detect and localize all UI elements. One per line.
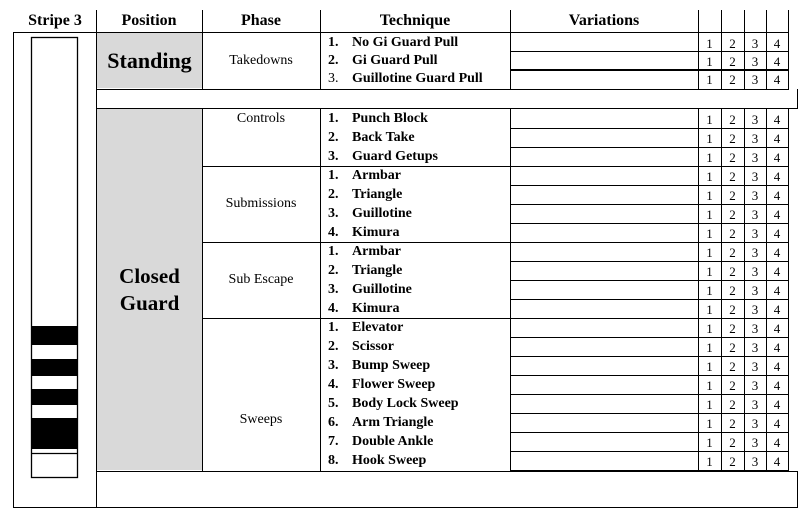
technique-number: 3. [328,282,339,297]
technique-number: 4. [328,301,339,316]
grid-line-v [721,109,722,471]
grid-line-h [510,432,789,433]
variation-count-1[interactable]: 1 [706,53,713,69]
variation-count-1[interactable]: 1 [706,320,713,336]
grid-line-h [96,89,789,90]
technique-number: 3. [328,71,339,86]
technique-name: Back Take [352,130,415,145]
technique-number: 5. [328,396,339,411]
grid-line-v [766,33,767,89]
technique-name: Triangle [352,187,403,202]
variation-count-4[interactable]: 4 [773,358,781,374]
belt-stripe-3 [31,418,78,449]
variation-count-3[interactable]: 3 [751,71,759,87]
variation-count-1[interactable]: 1 [706,339,713,355]
technique-name: Double Ankle [352,434,434,449]
grid-line-h [510,413,789,414]
technique-name: Flower Sweep [352,377,436,392]
variation-count-2[interactable]: 2 [729,149,736,165]
variation-count-2[interactable]: 2 [729,282,736,298]
grid-line-v [320,10,321,33]
grid-line-h [96,108,798,109]
grid-line-v [721,10,722,33]
variation-count-4[interactable]: 4 [773,453,781,469]
variation-count-2[interactable]: 2 [729,53,736,69]
grid-line-v [320,33,321,89]
variation-count-2[interactable]: 2 [729,415,736,431]
grid-line-h [510,394,789,395]
phase-sub-escape: Sub Escape [228,271,294,287]
belt-bar-black [31,326,78,345]
grid-line-v [744,33,745,89]
variation-count-4[interactable]: 4 [773,434,781,450]
variation-count-3[interactable]: 3 [751,301,759,317]
grid-line-h [510,261,789,262]
grid-line-h [510,318,789,319]
variation-count-3[interactable]: 3 [751,415,759,431]
technique-number: 2. [328,130,339,145]
grid-line-v [766,109,767,471]
variation-count-3[interactable]: 3 [751,339,759,355]
grid-line-v [744,10,745,33]
grid-line-h [202,242,510,243]
variation-count-2[interactable]: 2 [729,35,736,51]
variation-count-4[interactable]: 4 [773,263,781,279]
technique-number: 3. [328,358,339,373]
technique-name: Kimura [352,301,400,316]
grid-line-v [202,33,203,89]
grid-line-h [510,147,789,148]
variation-count-3[interactable]: 3 [751,225,759,241]
variation-count-2[interactable]: 2 [729,71,736,87]
technique-number: 2. [328,187,339,202]
variation-count-3[interactable]: 3 [751,434,759,450]
grid-line-h [510,451,789,452]
grid-line-h [510,223,789,224]
grid-line-h [510,70,789,71]
variation-count-2[interactable]: 2 [729,358,736,374]
grid-line-v [797,471,798,508]
technique-number: 7. [328,434,339,449]
variation-count-3[interactable]: 3 [751,282,759,298]
grid-line-h [510,356,789,357]
variation-count-2[interactable]: 2 [729,453,736,469]
variation-count-4[interactable]: 4 [773,71,781,87]
phase-sweeps: Sweeps [239,411,283,427]
technique-name: Body Lock Sweep [352,396,459,411]
technique-number: 1. [328,35,339,50]
variation-count-2[interactable]: 2 [729,111,736,127]
technique-name: Arm Triangle [352,415,434,430]
variation-count-4[interactable]: 4 [773,339,781,355]
variation-count-4[interactable]: 4 [773,282,781,298]
grid-line-v [320,109,321,471]
technique-name: Armbar [352,168,401,183]
variation-count-3[interactable]: 3 [751,453,759,469]
variation-count-3[interactable]: 3 [751,187,759,203]
variation-count-3[interactable]: 3 [751,149,759,165]
technique-name: Gi Guard Pull [352,53,438,68]
grid-line-v [788,10,789,33]
variation-count-4[interactable]: 4 [773,320,781,336]
variation-count-1[interactable]: 1 [706,453,713,469]
technique-name: Elevator [352,320,404,335]
technique-name: Guard Getups [352,149,438,164]
grid-line-h [510,375,789,376]
grid-line-h [510,185,789,186]
variation-count-3[interactable]: 3 [751,263,759,279]
variation-count-1[interactable]: 1 [706,35,713,51]
variation-count-4[interactable]: 4 [773,168,781,184]
variation-count-2[interactable]: 2 [729,168,736,184]
belt-stripe-2 [31,389,78,405]
variation-count-3[interactable]: 3 [751,396,759,412]
technique-number: 3. [328,206,339,221]
variation-count-2[interactable]: 2 [729,339,736,355]
grid-line-v [202,10,203,33]
header-technique: Technique [379,12,451,29]
grid-line-v [698,10,699,33]
variation-count-4[interactable]: 4 [773,396,781,412]
variation-count-4[interactable]: 4 [773,377,781,393]
variation-count-2[interactable]: 2 [729,206,736,222]
variation-count-4[interactable]: 4 [773,53,781,69]
technique-name: Triangle [352,263,403,278]
variation-count-4[interactable]: 4 [773,149,781,165]
technique-name: Bump Sweep [352,358,431,373]
belt-outline [32,38,78,478]
grid-line-h [510,242,789,243]
grid-line-h [510,128,789,129]
phase-submissions: Submissions [225,195,297,211]
technique-name: Guillotine [352,282,412,297]
variation-count-1[interactable]: 1 [706,187,713,203]
variation-count-2[interactable]: 2 [729,263,736,279]
variation-count-3[interactable]: 3 [751,206,759,222]
variation-count-2[interactable]: 2 [729,225,736,241]
variation-count-2[interactable]: 2 [729,244,736,260]
variation-count-1[interactable]: 1 [706,149,713,165]
variation-count-3[interactable]: 3 [751,377,759,393]
technique-name: No Gi Guard Pull [352,35,459,50]
variation-count-1[interactable]: 1 [706,282,713,298]
technique-number: 1. [328,111,339,126]
technique-name: Hook Sweep [352,453,427,468]
grid-line-v [721,33,722,89]
grid-line-h [510,51,789,52]
variation-count-1[interactable]: 1 [706,130,713,146]
grid-line-v [13,32,14,508]
grid-line-v [788,33,789,89]
grid-line-v [698,109,699,471]
phase-takedowns: Takedowns [229,52,293,68]
variation-count-1[interactable]: 1 [706,301,713,317]
variation-count-2[interactable]: 2 [729,396,736,412]
variation-count-1[interactable]: 1 [706,71,713,87]
variation-count-3[interactable]: 3 [751,111,759,127]
variation-count-3[interactable]: 3 [751,244,759,260]
grid-line-v [698,33,699,89]
variation-count-1[interactable]: 1 [706,358,713,374]
variation-count-4[interactable]: 4 [773,225,781,241]
grid-line-h [510,299,789,300]
variation-count-2[interactable]: 2 [729,130,736,146]
grid-line-h [510,470,789,471]
grid-line-v [96,10,97,508]
technique-number: 6. [328,415,339,430]
belt-stripe-1 [31,359,78,376]
variation-count-3[interactable]: 3 [751,358,759,374]
technique-number: 1. [328,168,339,183]
variation-count-1[interactable]: 1 [706,168,713,184]
variation-count-2[interactable]: 2 [729,377,736,393]
technique-name: Scissor [352,339,394,354]
technique-number: 2. [328,263,339,278]
technique-number: 2. [328,339,339,354]
grid-line-h [13,507,798,508]
grid-line-v [744,109,745,471]
variation-count-1[interactable]: 1 [706,206,713,222]
technique-number: 4. [328,377,339,392]
grid-line-v [510,33,511,89]
technique-number: 8. [328,453,339,468]
variation-count-3[interactable]: 3 [751,35,759,51]
position-standing: Standing [97,33,202,88]
technique-name: Guillotine [352,206,412,221]
variation-count-4[interactable]: 4 [773,187,781,203]
grid-line-h [96,471,798,472]
variation-count-4[interactable]: 4 [773,35,781,51]
grid-line-h [510,337,789,338]
variation-count-1[interactable]: 1 [706,225,713,241]
header-variations: Variations [568,12,640,29]
grid-line-h [510,166,789,167]
variation-count-3[interactable]: 3 [751,130,759,146]
variation-count-1[interactable]: 1 [706,434,713,450]
grid-line-v [766,10,767,33]
variation-count-1[interactable]: 1 [706,244,713,260]
header-position: Position [121,12,177,29]
technique-number: 3. [328,149,339,164]
grid-line-h [510,280,789,281]
variation-count-2[interactable]: 2 [729,301,736,317]
variation-count-2[interactable]: 2 [729,434,736,450]
grid-line-h [13,32,789,33]
variation-count-4[interactable]: 4 [773,206,781,222]
variation-count-4[interactable]: 4 [773,111,781,127]
variation-count-2[interactable]: 2 [729,187,736,203]
variation-count-3[interactable]: 3 [751,320,759,336]
variation-count-1[interactable]: 1 [706,111,713,127]
technique-number: 1. [328,320,339,335]
technique-number: 4. [328,225,339,240]
grid-line-v [202,109,203,471]
header-stripe: Stripe 3 [28,12,82,29]
variation-count-4[interactable]: 4 [773,415,781,431]
technique-name: Kimura [352,225,400,240]
technique-name: Guillotine Guard Pull [352,71,483,86]
variation-count-3[interactable]: 3 [751,53,759,69]
grid-line-v [510,10,511,33]
grid-line-v [788,109,789,471]
grid-line-h [510,204,789,205]
variation-count-1[interactable]: 1 [706,396,713,412]
position-closed-guard-line2: Guard [119,290,180,315]
variation-count-1[interactable]: 1 [706,415,713,431]
technique-name: Punch Block [352,111,428,126]
variation-count-3[interactable]: 3 [751,168,759,184]
variation-count-4[interactable]: 4 [773,301,781,317]
grid-line-v [510,109,511,471]
grid-line-h [202,166,510,167]
technique-number: 1. [328,244,339,259]
variation-count-1[interactable]: 1 [706,377,713,393]
position-closed-guard-line1: Closed [119,263,180,288]
grid-line-h [202,318,510,319]
variation-count-4[interactable]: 4 [773,244,781,260]
phase-controls: Controls [236,111,286,126]
variation-count-1[interactable]: 1 [706,263,713,279]
variation-count-4[interactable]: 4 [773,130,781,146]
grid-line-v [797,89,798,109]
technique-name: Armbar [352,244,401,259]
technique-number: 2. [328,53,339,68]
variation-count-2[interactable]: 2 [729,320,736,336]
header-phase: Phase [241,12,281,29]
